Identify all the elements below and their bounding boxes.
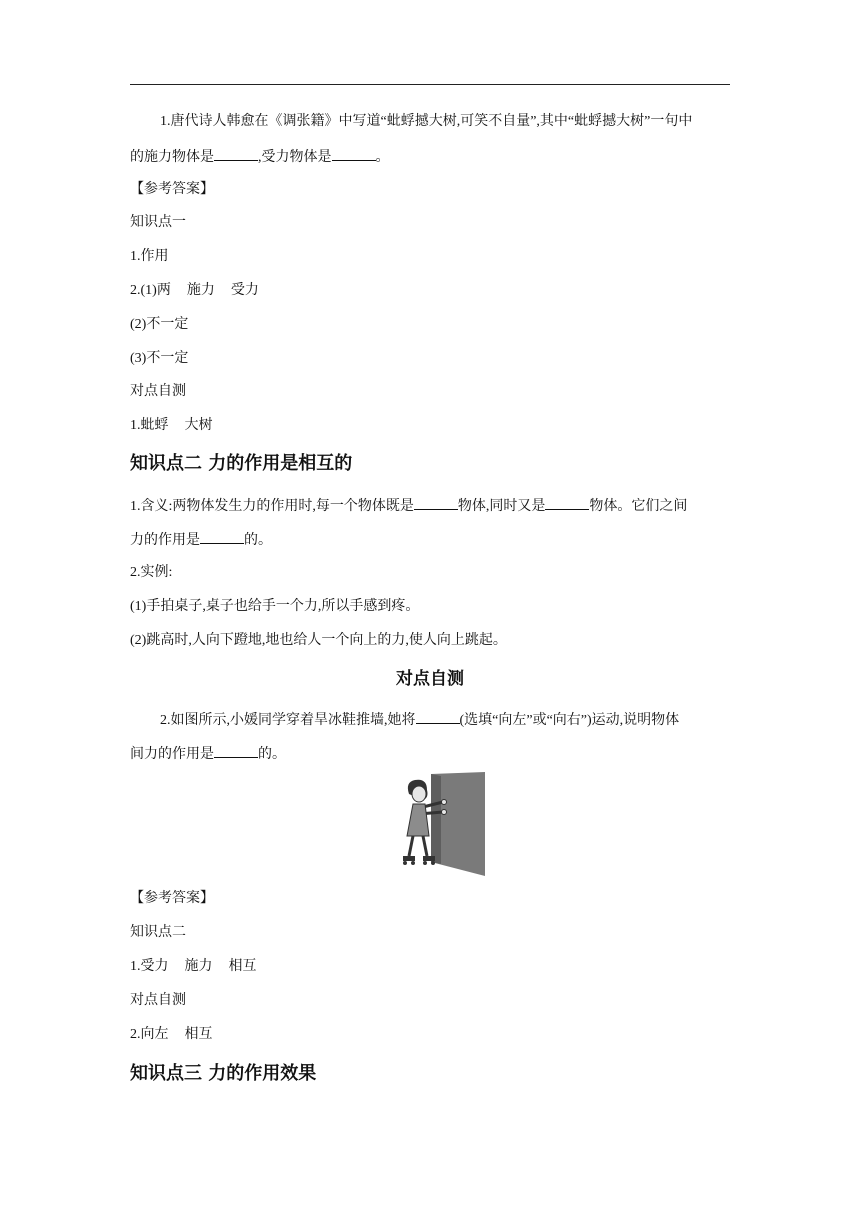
question-2-line-2: 间力的作用是 的。 [130,743,730,765]
example-item: (2)跳高时,人向下蹬地,地也给人一个向上的力,使人向上跳起。 [130,633,507,648]
answer-blank[interactable] [214,743,258,758]
girl-pushing-wall-figure [397,772,485,876]
answer-item: (2)不一定 [130,317,189,332]
answer-item: 1.受力 施力 相互 [130,959,257,974]
answer-kp-label: 知识点一 [130,215,186,230]
answer-blank[interactable] [414,495,458,510]
answer-item: 1.蚍蜉 大树 [130,418,213,433]
answer-blank[interactable] [416,709,460,724]
self-test-heading: 对点自测 [396,669,464,689]
section-heading: 知识点二 力的作用是相互的 [130,453,353,474]
answer-kp-label: 知识点二 [130,925,186,940]
answer-blank[interactable] [200,529,244,544]
header-rule [130,84,730,85]
answer-header: 【参考答案】 [130,182,214,197]
answer-item: 2.向左 相互 [130,1027,213,1042]
question-2-line-1: 2.如图所示,小媛同学穿着旱冰鞋推墙,她将 (选填“向左”或“向右”)运动,说明物体 [160,709,730,731]
section-heading: 知识点三 力的作用效果 [130,1063,317,1084]
definition-line-2: 力的作用是 的。 [130,529,730,551]
question-1-line-2: 的施力物体是 ,受力物体是 。 [130,146,730,168]
answer-header: 【参考答案】 [130,891,214,906]
definition-line-1: 1.含义:两物体发生力的作用时,每一个物体既是 物体,同时又是 物体。它们之间 [130,495,730,517]
example-label: 2.实例: [130,565,173,580]
example-item: (1)手拍桌子,桌子也给手一个力,所以手感到疼。 [130,599,420,614]
question-1-line-1: 1.唐代诗人韩愈在《调张籍》中写道“蚍蜉撼大树,可笑不自量”,其中“蚍蜉撼大树”一句中 [160,114,693,129]
answer-self-test-label: 对点自测 [130,993,186,1008]
answer-self-test-label: 对点自测 [130,384,186,399]
answer-item: (3)不一定 [130,351,189,366]
answer-blank[interactable] [214,146,258,161]
answer-blank[interactable] [545,495,589,510]
answer-blank[interactable] [332,146,376,161]
answer-item: 1.作用 [130,249,169,264]
answer-item: 2.(1)两 施力 受力 [130,283,259,298]
